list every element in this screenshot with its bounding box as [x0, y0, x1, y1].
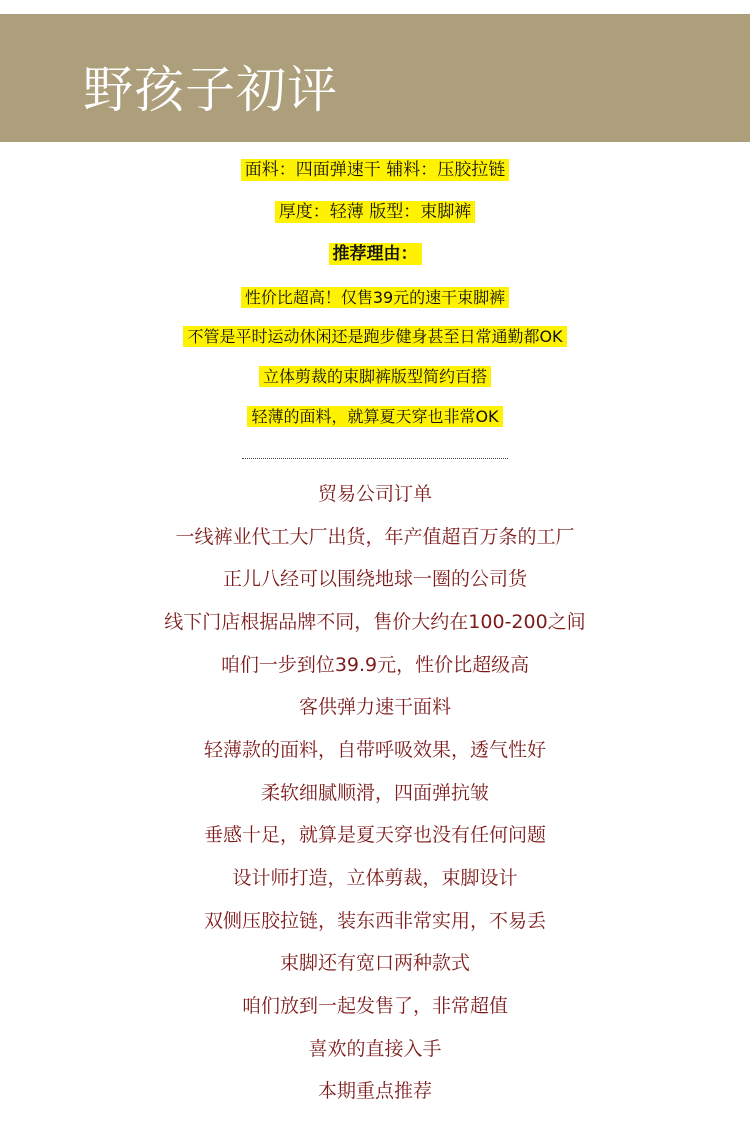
reason-item-text: 轻薄的面料，就算夏天穿也非常OK: [247, 406, 502, 427]
spec-fabric-text: 面料：四面弹速干 辅料：压胶拉链: [241, 159, 509, 181]
reason-item: [0, 366, 750, 387]
reason-item: [0, 287, 750, 308]
description-line: 喜欢的直接入手: [308, 1038, 442, 1060]
reason-heading: 推荐理由：: [329, 243, 422, 265]
description-line: 咱们放到一起发售了，非常超值: [241, 995, 508, 1017]
description-line: 正儿八经可以围绕地球一圈的公司货: [222, 568, 527, 590]
description-line: 一线裤业代工大厂出货，年产值超百万条的工厂: [175, 526, 575, 548]
reason-item-text: 性价比超高！仅售39元的速干束脚裤: [241, 287, 509, 308]
description-line: 垂感十足，就算是夏天穿也没有任何问题: [203, 824, 546, 846]
spec-thickness-line: [0, 202, 750, 223]
dotted-divider: [242, 458, 508, 459]
reason-item: [0, 406, 750, 427]
reason-item-text: 立体剪裁的束脚裤版型简约百搭: [259, 366, 491, 387]
description-line: 咱们一步到位39.9元，性价比超级高: [220, 654, 530, 676]
page-title: 野孩子初评: [83, 61, 338, 119]
description-line: 柔软细腻顺滑，四面弹抗皱: [260, 782, 489, 804]
spec-thickness-text: 厚度：轻薄 版型：束脚裤: [275, 201, 475, 223]
description-line: 轻薄款的面料，自带呼吸效果，透气性好: [203, 739, 546, 761]
description-line: 束脚还有宽口两种款式: [279, 952, 470, 974]
description-line: 双侧压胶拉链，装东西非常实用，不易丢: [203, 910, 546, 932]
description-line: 线下门店根据品牌不同，售价大约在100-200之间: [164, 611, 586, 633]
description-line: 贸易公司订单: [317, 483, 432, 505]
description-line: 本期重点推荐: [317, 1080, 432, 1102]
description-line: 客供弹力速干面料: [298, 696, 451, 718]
reason-heading-line: [0, 244, 750, 265]
description-line: 设计师打造，立体剪裁，束脚设计: [232, 867, 518, 889]
spec-fabric-line: [0, 160, 750, 181]
header-band: [0, 14, 750, 142]
reason-item-text: 不管是平时运动休闲还是跑步健身甚至日常通勤都OK: [183, 326, 566, 347]
reason-item: [0, 326, 750, 347]
